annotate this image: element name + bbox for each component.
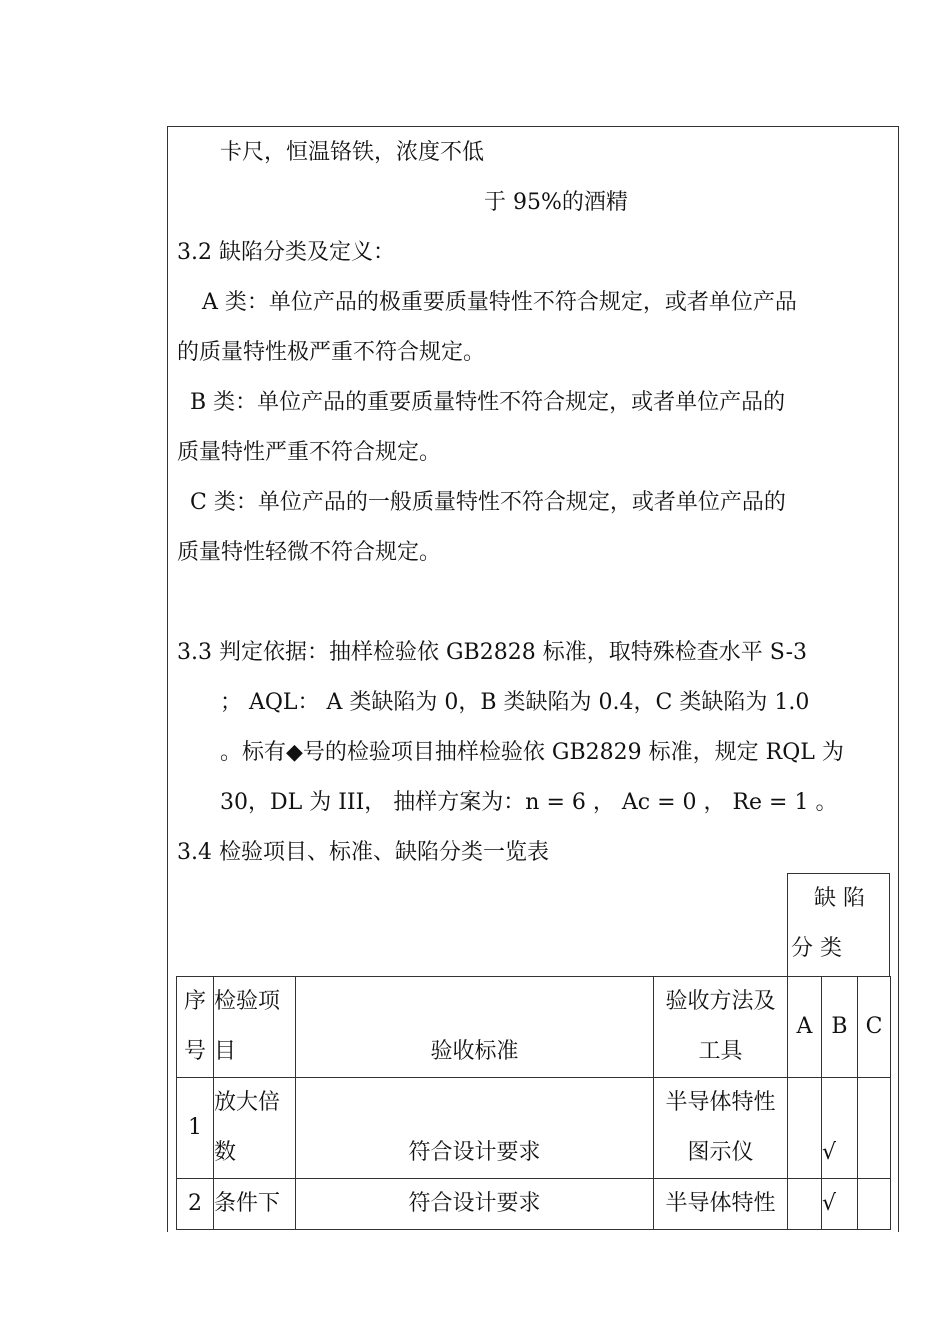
section-3-4-heading: 3.4 检验项目、标准、缺陷分类一览表 (177, 840, 549, 865)
table-row (177, 1078, 891, 1179)
table-header-row (177, 977, 891, 1078)
row-item: 条件下 (214, 1179, 296, 1230)
row-class-c (858, 1078, 891, 1179)
row-class-a (788, 1078, 822, 1179)
class-b-definition-1: B 类：单位产品的重要质量特性不符合规定，或者单位产品的 (190, 390, 786, 415)
class-a-definition-2: 的质量特性极严重不符合规定。 (177, 340, 486, 365)
table-row (177, 1179, 891, 1230)
inspection-table (176, 976, 891, 1230)
row-seq: 1 (177, 1078, 214, 1179)
section-3-3-line-2: ； AQL： A 类缺陷为 0，B 类缺陷为 0.4，C 类缺陷为 1.0 (220, 690, 810, 715)
header-class-a: A (788, 977, 822, 1078)
class-a-definition-1: A 类：单位产品的极重要质量特性不符合规定，或者单位产品 (202, 290, 797, 315)
section-3-2-heading: 3.2 缺陷分类及定义： (177, 240, 395, 265)
row-class-b-check: √ (822, 1078, 858, 1179)
defect-class-header (787, 873, 890, 976)
row-standard: 符合设计要求 (296, 1078, 654, 1179)
defect-class-header-line-1: 缺 陷 (814, 886, 865, 911)
row-class-a (788, 1179, 822, 1230)
header-item: 检验项 目 (214, 977, 296, 1078)
row-item: 放大倍 数 (214, 1078, 296, 1179)
class-c-definition-2: 质量特性轻微不符合规定。 (177, 540, 442, 565)
row-class-c (858, 1179, 891, 1230)
section-3-3-line-4: 30，DL 为 III， 抽样方案为：n = 6 ， Ac = 0 ， Re = 1 。 (220, 790, 838, 815)
class-c-definition-1: C 类：单位产品的一般质量特性不符合规定，或者单位产品的 (190, 490, 786, 515)
header-method: 验收方法及 工具 (654, 977, 788, 1078)
row-class-b-check: √ (822, 1179, 858, 1230)
class-b-definition-2: 质量特性严重不符合规定。 (177, 440, 442, 465)
header-standard: 验收标准 (296, 977, 654, 1078)
section-3-3-line-3: 。标有◆号的检验项目抽样检验依 GB2829 标准，规定 RQL 为 (220, 740, 844, 765)
tools-line-2: 于 95%的酒精 (484, 190, 628, 215)
defect-class-header-line-2: 分 类 (791, 936, 842, 961)
row-method: 半导体特性 图示仪 (654, 1078, 788, 1179)
section-3-3-line-1: 3.3 判定依据：抽样检验依 GB2828 标准，取特殊检查水平 S-3 (177, 640, 807, 665)
row-seq: 2 (177, 1179, 214, 1230)
header-class-b: B (822, 977, 858, 1078)
header-class-c: C (858, 977, 891, 1078)
row-method: 半导体特性 (654, 1179, 788, 1230)
row-standard: 符合设计要求 (296, 1179, 654, 1230)
header-seq: 序 号 (177, 977, 214, 1078)
tools-line-1: 卡尺，恒温铬铁，浓度不低 (220, 140, 485, 165)
